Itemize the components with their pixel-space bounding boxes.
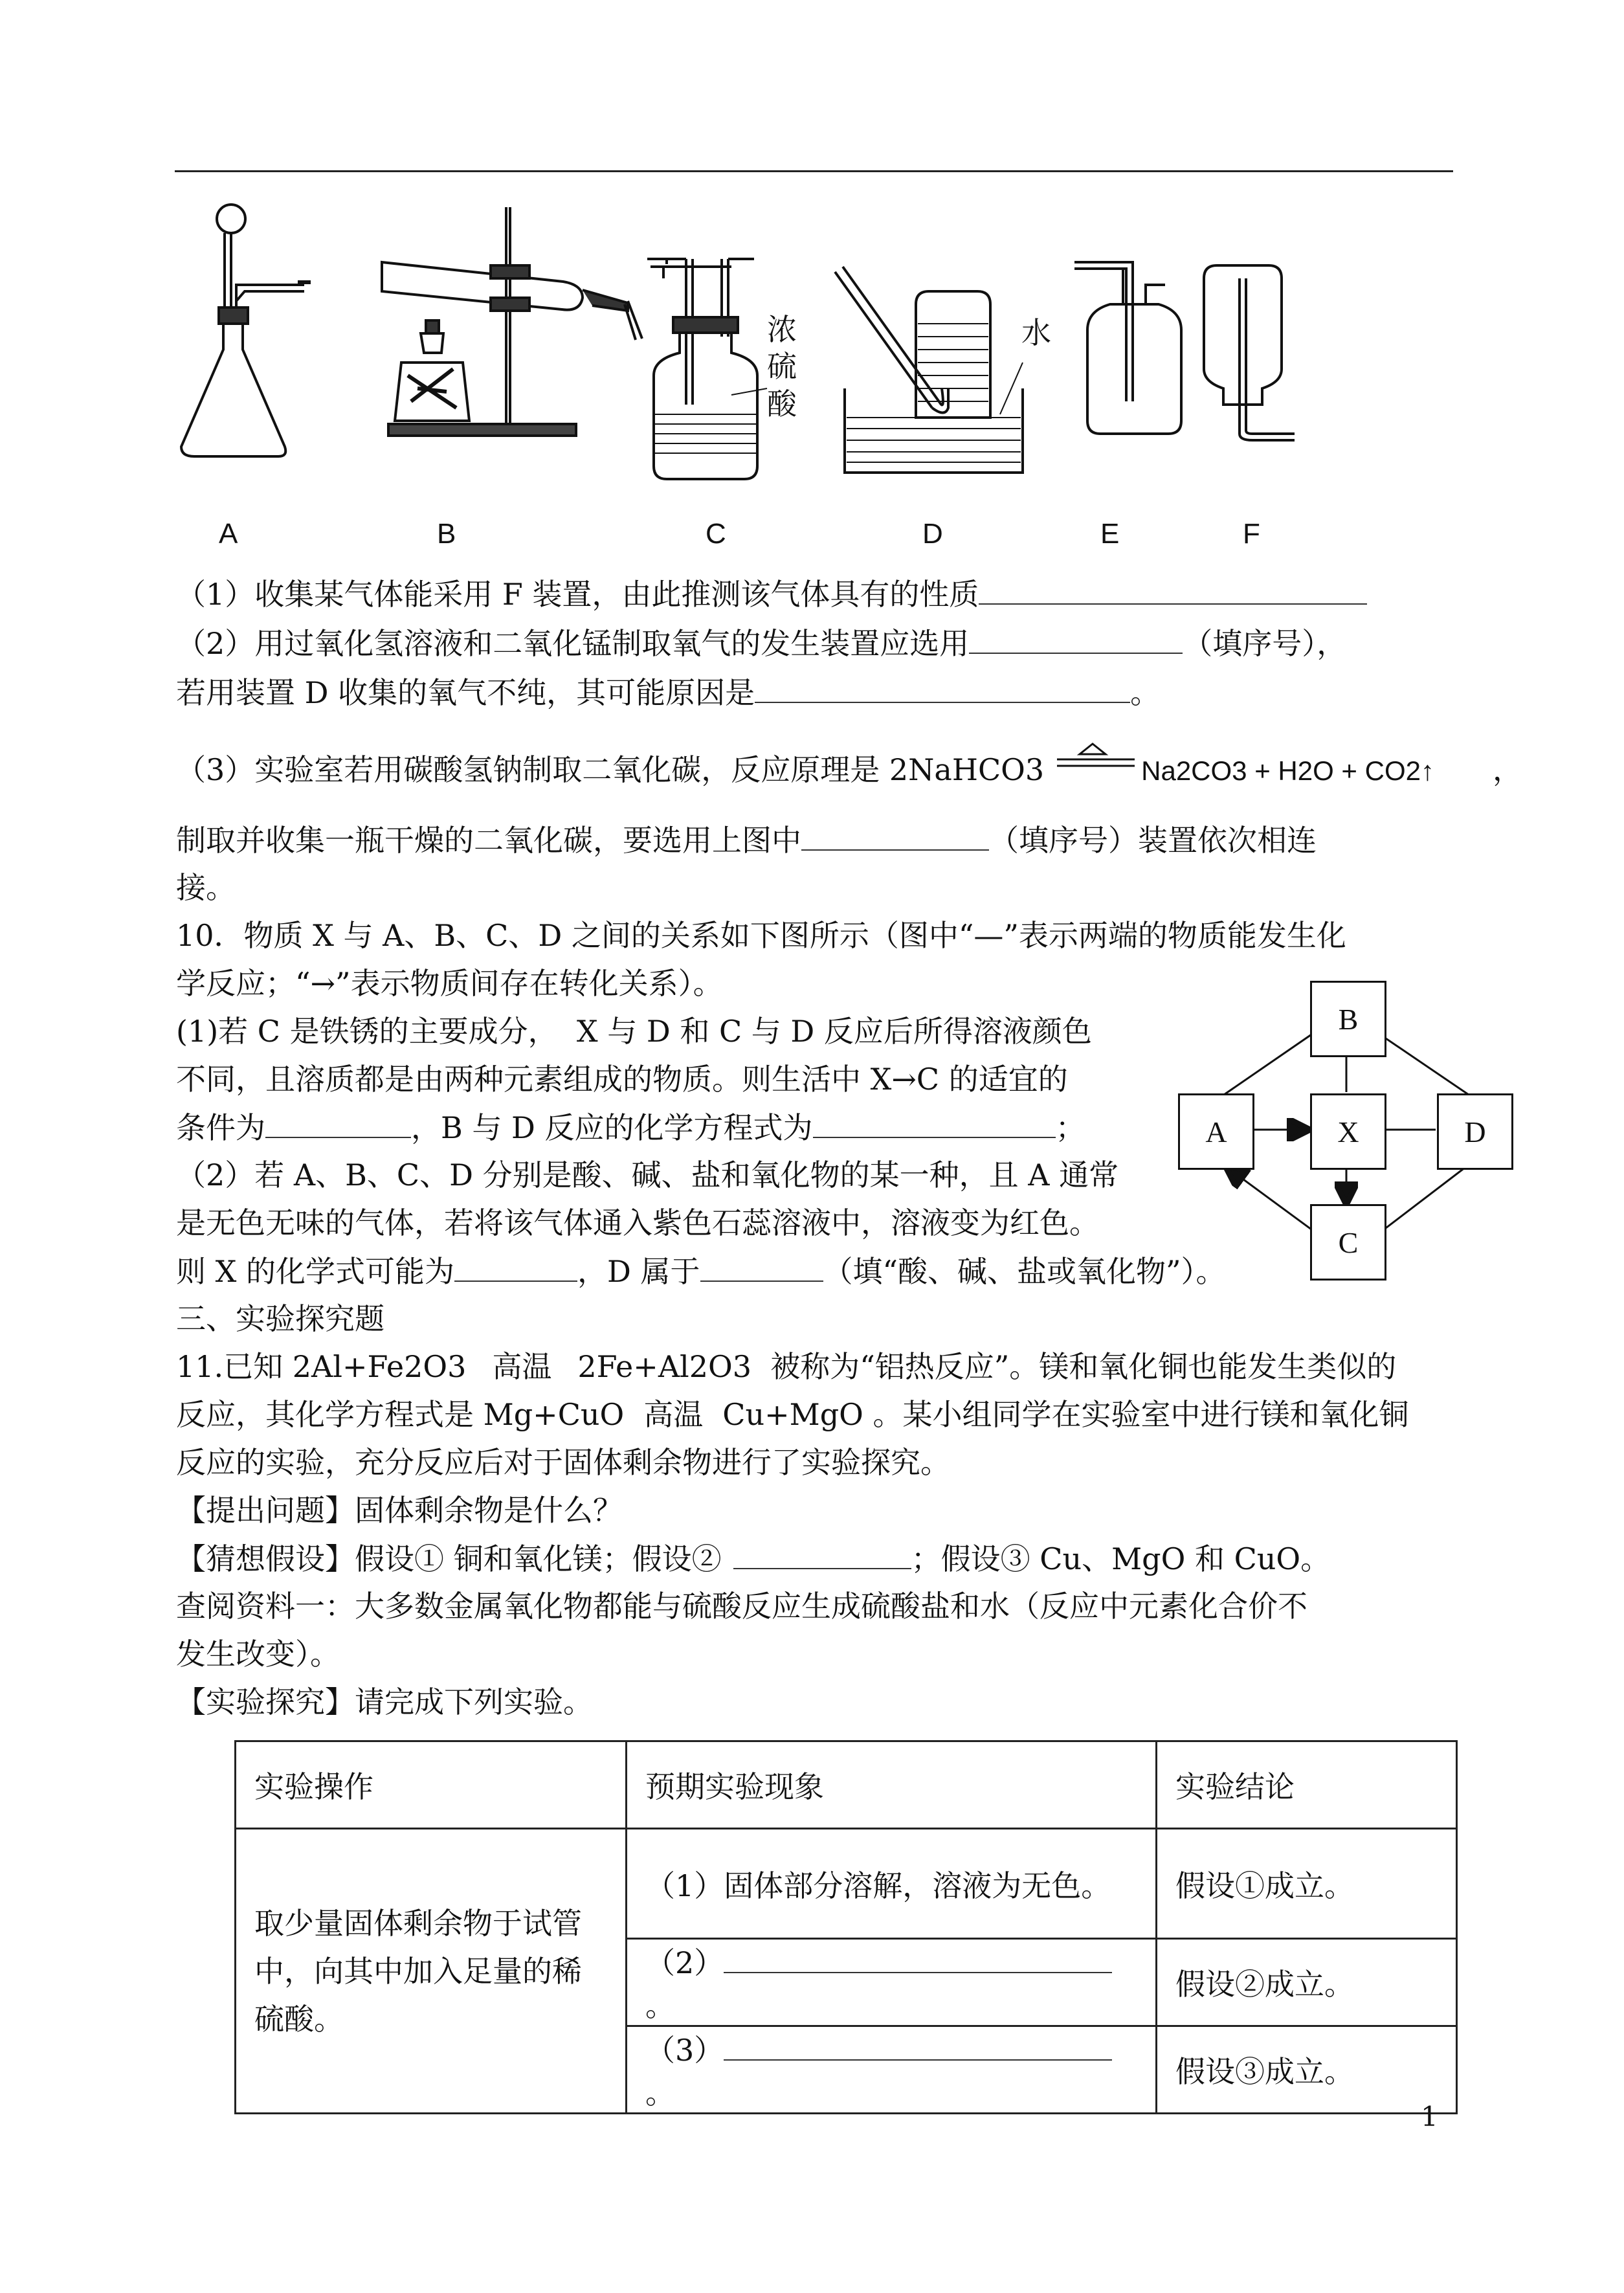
q9-part3-end: 接。 [176,870,236,905]
q10-line3: (1)若 C 是铁锈的主要成分， X 与 D 和 C 与 D 反应后所得溶液颜色 [176,1014,1092,1049]
diagram-node-d: D [1437,1093,1513,1170]
apparatus-label-e: E [1100,518,1120,550]
q9-part2: （2）用过氧化氢溶液和二氧化锰制取氧气的发生装置应选用 （填序号）， [176,623,1346,664]
q11-hypothesis-blank[interactable] [733,1538,911,1569]
diagram-node-b: B [1310,981,1386,1057]
apparatus-label-a: A [219,518,238,550]
q9-part2-reason-blank[interactable] [755,672,1130,703]
q11-question: 【提出问题】固体剩余物是什么？ [176,1493,623,1528]
apparatus-d-icon [835,267,1023,473]
q11-reference-1: 查阅资料一：大多数金属氧化物都能与硫酸反应生成硫酸盐和水（反应中元素化合价不 [176,1589,1307,1624]
q11-explore: 【实验探究】请完成下列实验。 [176,1684,593,1719]
q10-line2: 学反应；“→”表示物质间存在转化关系）。 [176,966,723,1001]
table-header-conclusion: 实验结论 [1157,1741,1457,1829]
q9-part3-blank[interactable] [801,820,989,851]
table-conclusion-cell: 假设②成立。 [1157,1939,1457,2026]
q10-line1: 10．物质 X 与 A、B、C、D 之间的关系如下图所示（图中“—”表示两端的物质能发生化 [176,918,1346,953]
q10-line5: 条件为 ，B 与 D 反应的化学方程式为 ； [176,1107,1085,1148]
apparatus-label-f: F [1243,518,1260,550]
q10-category-blank[interactable] [700,1251,823,1282]
table-header-operation: 实验操作 [236,1741,627,1829]
table-conclusion-cell: 假设①成立。 [1157,1829,1457,1939]
apparatus-label-c: C [706,518,726,550]
q10-line6: （2）若 A、B、C、D 分别是酸、碱、盐和氧化物的某一种，且 A 通常 [176,1158,1119,1192]
q9-part1: （1）收集某气体能采用 F 装置，由此推测该气体具有的性质 [176,574,1367,614]
apparatus-c-icon [647,259,767,479]
table-phenomenon-cell: （1）固体部分溶解，溶液为无色。 [627,1829,1157,1939]
relation-diagram [1178,981,1515,1285]
apparatus-f-icon [1204,265,1295,440]
table-phenomenon-blank[interactable] [724,2030,1112,2061]
table-header-phenomenon: 预期实验现象 [627,1741,1157,1829]
q10-condition-blank[interactable] [265,1107,411,1138]
apparatus-label-d: D [922,518,943,550]
apparatus-d-label: 水 [1021,317,1051,350]
q11-line1: 11.已知 2Al+Fe2O3 高温 2Fe+Al2O3 被称为“铝热反应”。镁和氧化铜也能发生类似的 [176,1349,1397,1384]
diagram-node-a: A [1178,1093,1254,1170]
q10-line4: 不同，且溶质都是由两种元素组成的物质。则生活中 X→C 的适宜的 [176,1062,1068,1097]
table-header-row [236,1741,1457,1829]
apparatus-label-b: B [437,518,456,550]
heat-equation-sign [1044,750,1141,780]
q11-hypothesis: 【猜想假设】假设① 铜和氧化镁；假设② ；假设③ Cu、MgO 和 CuO。 [176,1538,1330,1579]
diagram-node-x: X [1310,1093,1386,1170]
header-rule [175,170,1453,172]
table-conclusion-cell: 假设③成立。 [1157,2026,1457,2114]
q9-part3-select: 制取并收集一瓶干燥的二氧化碳，要选用上图中 （填序号）装置依次相连 [176,820,1317,860]
table-operation-cell: 取少量固体剩余物于试管中，向其中加入足量的稀硫酸。 [236,1829,627,2114]
table-phenomenon-cell: （2）。 [627,1939,1157,2026]
table-phenomenon-blank[interactable] [724,1942,1112,1973]
apparatus-c-label-3: 酸 [767,388,797,421]
q9-part2-blank[interactable] [969,623,1183,654]
experiment-table [234,1740,1458,2114]
apparatus-c-label-2: 硫 [767,350,797,383]
q10-line8: 则 X 的化学式可能为 ，D 属于 （填“酸、碱、盐或氧化物”）。 [176,1251,1226,1292]
q10-line7: 是无色无味的气体，若将该气体通入紫色石蕊溶液中，溶液变为红色。 [176,1205,1099,1240]
apparatus-a-icon [181,205,311,456]
q9-part3: （3）实验室若用碳酸氢钠制取二氧化碳，反应原理是 2NaHCO3 Na2CO3 + H2O + CO2↑ ， [176,750,1522,791]
apparatus-b-icon [382,207,642,436]
q9-part1-blank[interactable] [979,574,1367,605]
q10-formula-blank[interactable] [454,1251,577,1282]
q11-line3: 反应的实验，充分反应后对于固体剩余物进行了实验探究。 [176,1445,950,1480]
q9-part2-reason: 若用装置 D 收集的氧气不纯，其可能原因是 。 [176,672,1160,713]
apparatus-c-label-1: 浓 [767,313,797,346]
page-number: 1 [1421,2101,1438,2132]
q10-equation-blank[interactable] [813,1107,1056,1138]
section-title: 三、实验探究题 [176,1301,384,1336]
q11-reference-2: 发生改变）。 [176,1637,340,1672]
table-phenomenon-cell: （3）。 [627,2026,1157,2114]
diagram-node-c: C [1310,1204,1386,1281]
table-row [236,1829,1457,1939]
apparatus-e-icon [1074,262,1181,434]
q11-line2: 反应，其化学方程式是 Mg+CuO 高温 Cu+MgO 。某小组同学在实验室中进行镁和氧化铜 [176,1397,1409,1432]
apparatus-illustration [168,194,1333,505]
